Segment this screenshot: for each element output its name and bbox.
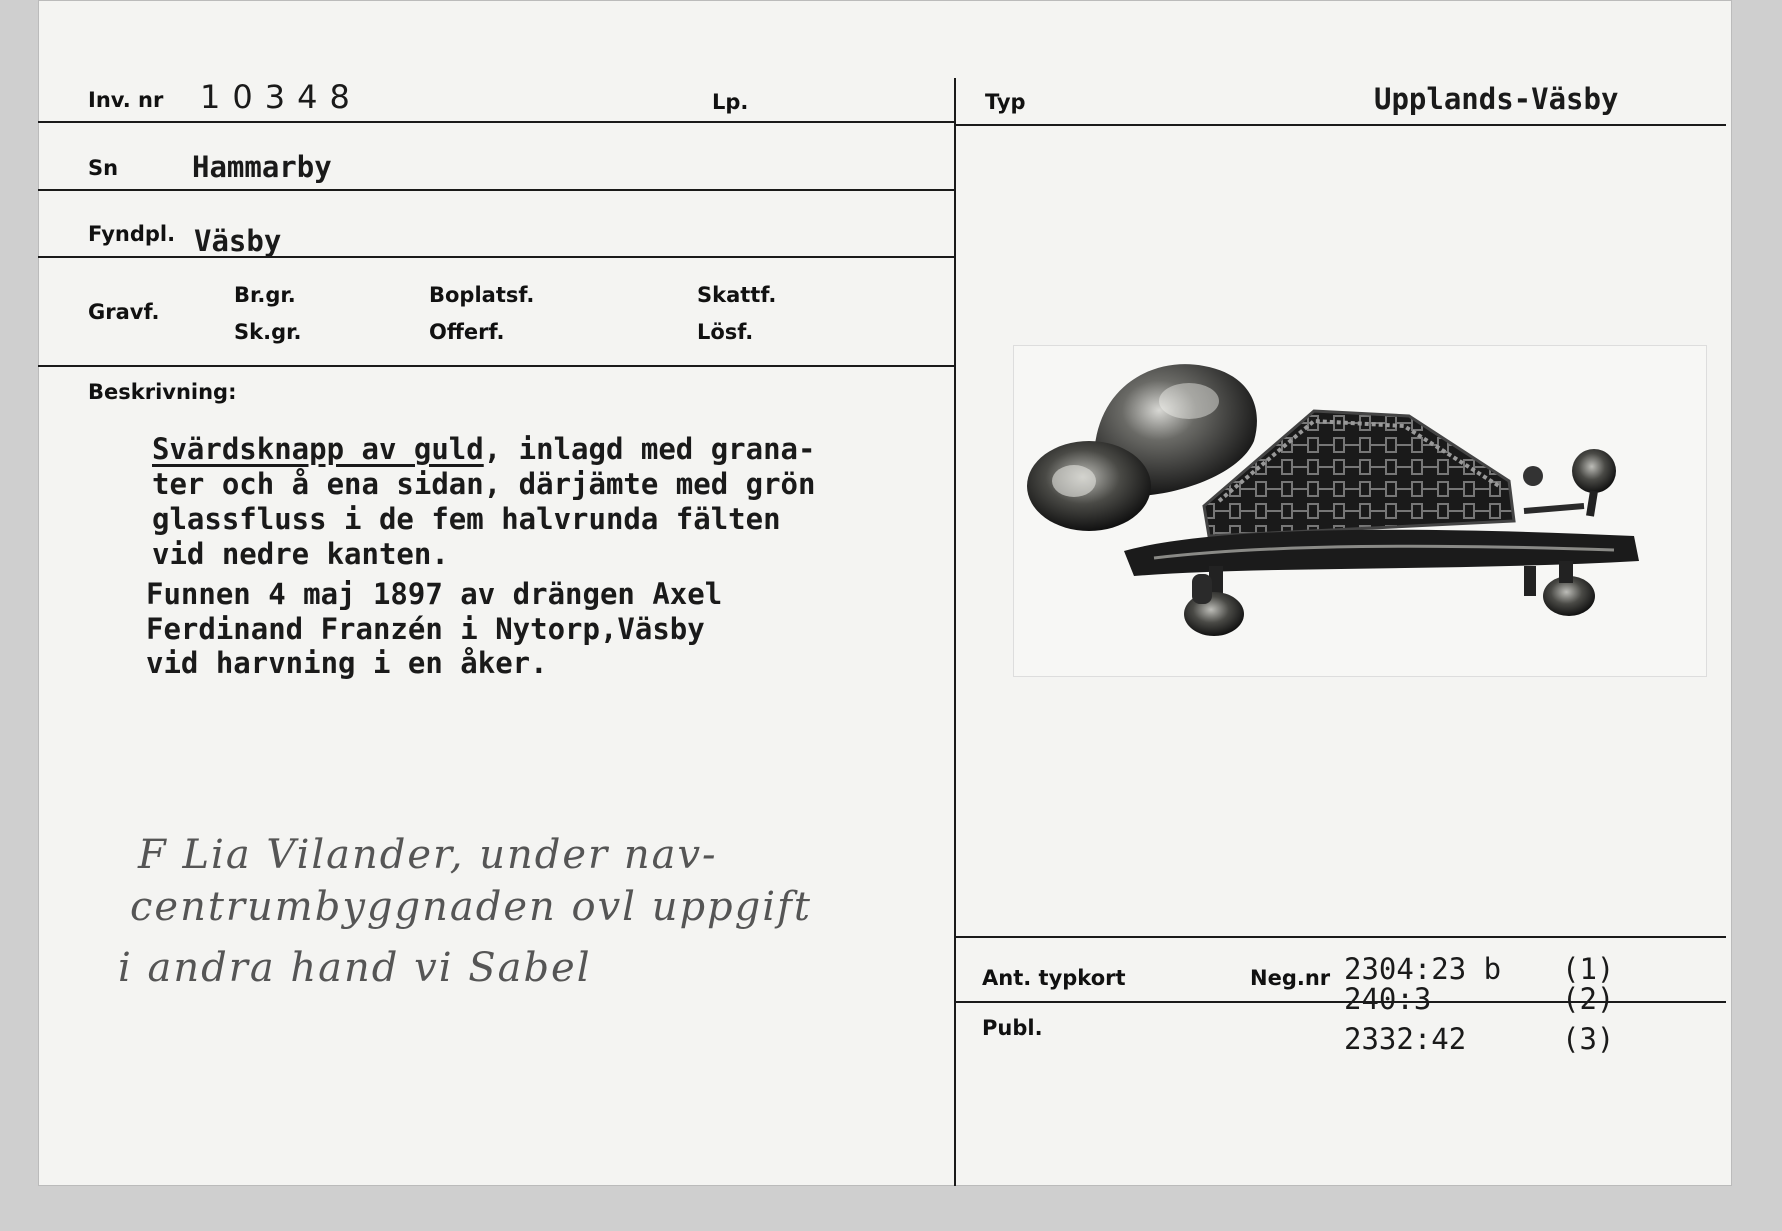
lp-label: Lp. <box>712 90 749 114</box>
rule-fyndpl <box>38 256 954 258</box>
neg-idx-2: (2) <box>1562 982 1615 1016</box>
ant-typkort-label: Ant. typkort <box>982 966 1126 990</box>
sn-label: Sn <box>88 156 119 180</box>
neg-nr-label: Neg.nr <box>1250 966 1331 990</box>
rule-ant <box>956 936 1726 938</box>
br-gr-label: Br.gr. <box>234 283 296 307</box>
sword-pommel-image <box>1014 346 1706 676</box>
inv-nr-label: Inv. nr <box>88 88 164 112</box>
rule-sn <box>38 189 954 191</box>
neg-nr-3: 2332:42 <box>1344 1022 1467 1056</box>
rule-typ <box>956 124 1726 126</box>
fyndpl-label: Fyndpl. <box>88 222 176 246</box>
typ-value: Upplands-Väsby <box>1374 82 1619 116</box>
handwritten-line-1: F Lia Vilander, under nav- <box>138 832 718 878</box>
description-line-6: Ferdinand Franzén i Nytorp,Väsby <box>146 612 705 646</box>
description-line-7: vid harvning i en åker. <box>146 646 548 680</box>
handwritten-line-2: centrumbyggnaden ovl uppgift <box>130 884 812 930</box>
sk-gr-label: Sk.gr. <box>234 320 302 344</box>
column-divider <box>954 78 956 1186</box>
description-line-3: glassfluss i de fem halvrunda fälten <box>152 502 781 536</box>
description-line-4: vid nedre kanten. <box>152 537 449 571</box>
description-line-2: ter och å ena sidan, därjämte med grön <box>152 467 816 501</box>
rule-gravf <box>38 365 954 367</box>
losf-label: Lösf. <box>697 320 754 344</box>
inv-nr-value: 10348 <box>200 78 362 116</box>
catalog-card <box>38 0 1732 1186</box>
gravf-label: Gravf. <box>88 300 160 324</box>
offerf-label: Offerf. <box>429 320 505 344</box>
fyndpl-value: Väsby <box>194 224 282 258</box>
neg-idx-3: (3) <box>1562 1022 1615 1056</box>
description-line-1-rest: , inlagd med grana- <box>483 432 816 466</box>
neg-idx-1: (1) <box>1562 952 1615 986</box>
skattf-label: Skattf. <box>697 283 777 307</box>
handwritten-line-3: i andra hand vi Sabel <box>118 945 592 991</box>
rule-inv <box>38 121 954 123</box>
beskrivning-label: Beskrivning: <box>88 380 237 404</box>
description-line-5: Funnen 4 maj 1897 av drängen Axel <box>146 577 723 611</box>
artifact-photo <box>1013 345 1707 677</box>
description-underlined: Svärdsknapp av guld <box>152 432 484 466</box>
neg-nr-1: 2304:23 b <box>1344 952 1502 986</box>
typ-label: Typ <box>985 90 1026 114</box>
boplatsf-label: Boplatsf. <box>429 283 535 307</box>
neg-nr-2: 240:3 <box>1344 982 1432 1016</box>
sn-value: Hammarby <box>192 150 332 184</box>
publ-label: Publ. <box>982 1016 1043 1040</box>
description-line-1 <box>152 432 815 467</box>
